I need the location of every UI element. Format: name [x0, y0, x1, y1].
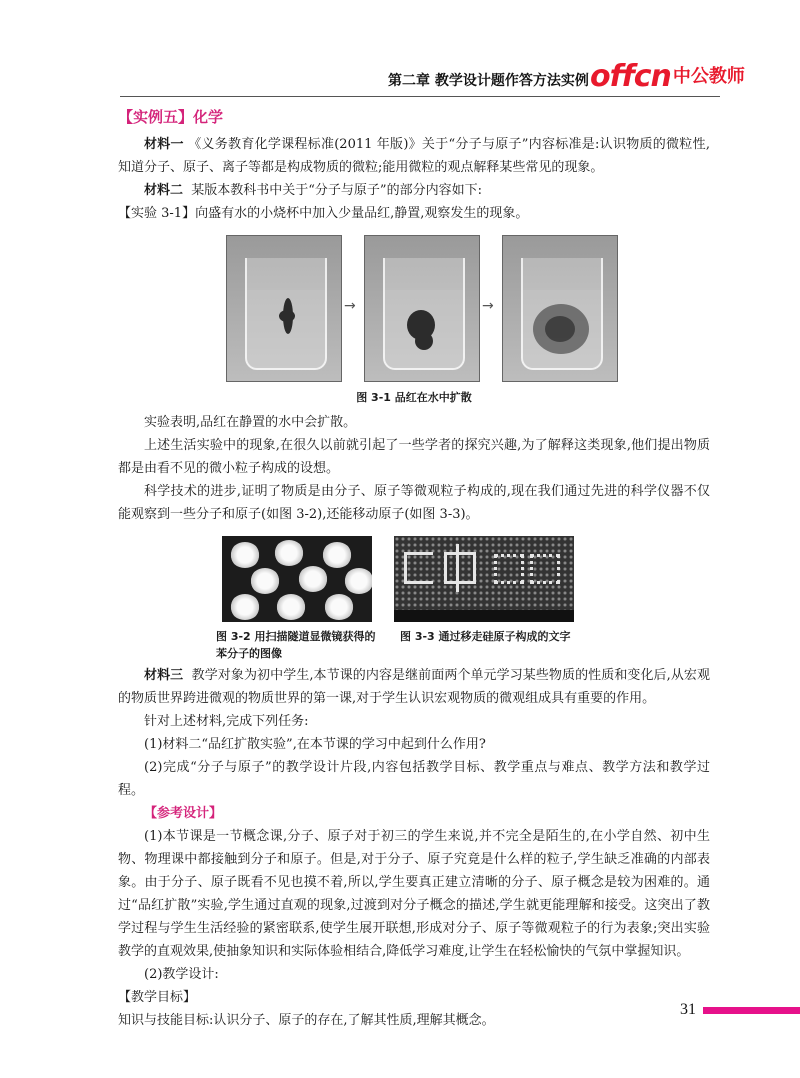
- task-item: (2)完成“分子与原子”的教学设计片段,内容包括教学目标、教学重点与难点、教学方法和教学过程。: [118, 760, 710, 798]
- beaker-image: [521, 258, 603, 370]
- figure-3-2-caption: 图 3-2 用扫描隧道显微镜获得的苯分子的图像: [216, 630, 376, 660]
- logo-latin: offcn: [590, 59, 671, 94]
- body-paragraph: 上述生活实验中的现象,在很久以前就引起了一些学者的探究兴趣,为了解释这类现象,他们提出物质都是由看不见的微小粒子构成的设想。: [118, 438, 710, 476]
- material-3-label: 材料三: [144, 668, 184, 683]
- figure-captions-row: [118, 628, 710, 664]
- footer-accent-bar: [703, 1007, 800, 1014]
- beaker-image: [383, 258, 465, 370]
- silicon-atom-text-image: [394, 536, 574, 622]
- material-2: [118, 179, 710, 202]
- material-2-text: 某版本教科书中关于“分子与原子”的部分内容如下:: [191, 183, 482, 198]
- beaker-image: [245, 258, 327, 370]
- body-paragraph: 科学技术的进步,证明了物质是由分子、原子等微观粒子构成的,现在我们通过先进的科学仪器不仅能观察到一些分子和原子(如图 3-2),还能移动原子(如图 3-3)。: [118, 484, 710, 522]
- reference-design-label: 【参考设计】: [144, 806, 223, 821]
- arrow-icon: →: [482, 298, 494, 314]
- chapter-title: 第二章 教学设计题作答方法实例: [388, 73, 589, 89]
- answer-2-label: (2)教学设计:: [144, 967, 219, 982]
- experiment-text: 【实验 3-1】向盛有水的小烧杯中加入少量品红,静置,观察发生的现象。: [118, 206, 529, 221]
- objective-label: 【教学目标】: [118, 990, 197, 1005]
- body-paragraph: 实验表明,品红在静置的水中会扩散。: [144, 415, 357, 430]
- figure-3-1-photos: [118, 235, 710, 385]
- material-3: [118, 664, 710, 710]
- answer-1: (1)本节课是一节概念课,分子、原子对于初三的学生来说,并不完全是陌生的,在小学自然、初中生物、物理课中都接触到分子和原子。但是,对于分子、原子究竟是什么样的粒子,学生缺乏准确的内部表象。由于分子、原子既看不见也摸不着,所以,学生要真正建立清晰的分子、原子概念是较为困难的。通过“品红扩散”实验,学生通过直观的现象,过渡到对分子概念的描述,学生就更能理解和接受。这突出了教学过程与学生生活经验的紧密联系,使学生展开联想,形成对分子、原子等微观粒子的行为表象;突出实验教学的直观效果,使抽象知识和实际体验相结合,降低学习难度,让学生在轻松愉快的气氛中掌握知识。: [118, 829, 710, 959]
- logo-chinese: 中公教师: [672, 66, 745, 87]
- figure-3-3-caption: 图 3-3 通过移走硅原子构成的文字: [400, 630, 571, 643]
- page-header: [0, 0, 800, 100]
- page-content: [118, 102, 710, 1032]
- beaker-photo-3: [502, 235, 618, 382]
- arrow-icon: →: [344, 298, 356, 314]
- page-number: 31: [680, 1001, 696, 1018]
- objective-text: 知识与技能目标:认识分子、原子的存在,了解其性质,理解其概念。: [118, 1013, 495, 1028]
- benzene-stm-image: [222, 536, 372, 622]
- task-item: (1)材料二“品红扩散实验”,在本节课的学习中起到什么作用?: [144, 737, 486, 752]
- offcn-logo: [590, 59, 745, 94]
- beaker-photo-1: [226, 235, 342, 382]
- material-1: [118, 133, 710, 179]
- micrograph-row: [118, 536, 710, 624]
- material-2-label: 材料二: [144, 183, 184, 198]
- header-divider: [120, 96, 720, 97]
- material-1-text: 《义务教育化学课程标准(2011 年版)》关于“分子与原子”内容标准是:认识物质的微粒性,知道分子、原子、离子等都是构成物质的微粒;能用微粒的观点解释某些常见的现象。: [118, 137, 710, 175]
- section-title: 【实例五】化学: [118, 108, 224, 126]
- material-1-label: 材料一: [144, 137, 184, 152]
- figure-3-1-caption: 图 3-1 品红在水中扩散: [356, 391, 472, 404]
- task-intro: 针对上述材料,完成下列任务:: [144, 714, 309, 729]
- beaker-photo-2: [364, 235, 480, 382]
- material-3-text: 教学对象为初中学生,本节课的内容是继前面两个单元学习某些物质的性质和变化后,从宏观的物质世界跨进微观的物质世界的第一课,对于学生认识宏观物质的微观组成具有重要的作用。: [118, 668, 710, 706]
